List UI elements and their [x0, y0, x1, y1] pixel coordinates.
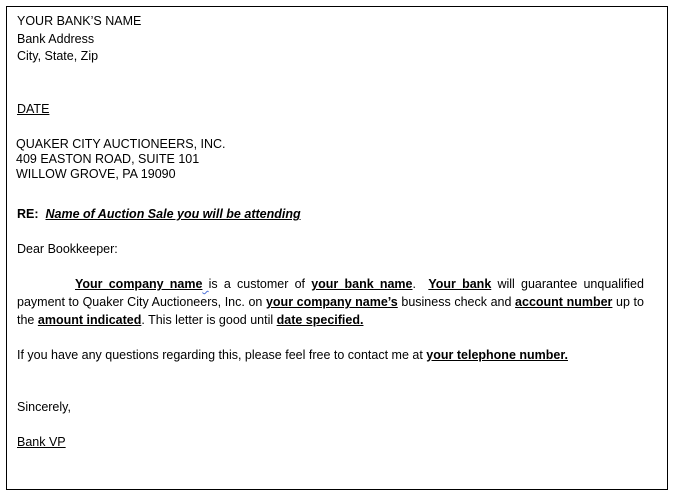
signature: Bank VP [17, 435, 66, 449]
date-field: DATE [17, 102, 50, 116]
account-number-field: account number [515, 295, 613, 309]
your-bank-field: Your bank [428, 277, 492, 291]
text-run: up to the [17, 295, 644, 327]
text-run: will guarantee unqualified payment to Quaker City Auctioneers, Inc. on [17, 277, 644, 309]
company-names-field: your company name’s [265, 295, 398, 309]
recipient-line-3: WILLOW GROVE, PA 19090 [16, 167, 176, 181]
bank-city-state-zip: City, State, Zip [17, 49, 99, 63]
re-label: RE: [17, 207, 39, 221]
contact-line [17, 347, 568, 363]
salutation: Dear Bookkeeper: [17, 242, 118, 256]
amount-field: amount indicated [37, 313, 142, 327]
guarantee-paragraph [17, 275, 644, 329]
text-run: business check and [401, 295, 512, 309]
telephone-field: your telephone number. [426, 348, 568, 362]
closing: Sincerely, [17, 400, 71, 414]
bank-name-field: your bank name [311, 277, 413, 291]
recipient-line-1: QUAKER CITY AUCTIONEERS, INC. [16, 137, 226, 151]
text-run: . This letter is good until [141, 313, 274, 327]
text-run: is a customer of [208, 277, 306, 291]
bank-name: YOUR BANK’S NAME [17, 14, 142, 28]
company-name-field: Your company name [75, 277, 203, 291]
re-subject: Name of Auction Sale you will be attending [45, 207, 301, 221]
bank-address: Bank Address [17, 32, 95, 46]
re-line [17, 206, 301, 222]
contact-text: If you have any questions regarding this, please feel free to contact me at [17, 348, 423, 362]
recipient-line-2: 409 EASTON ROAD, SUITE 101 [16, 152, 200, 166]
date-specified-field: date specified. [276, 313, 364, 327]
text-run: . [412, 277, 416, 291]
